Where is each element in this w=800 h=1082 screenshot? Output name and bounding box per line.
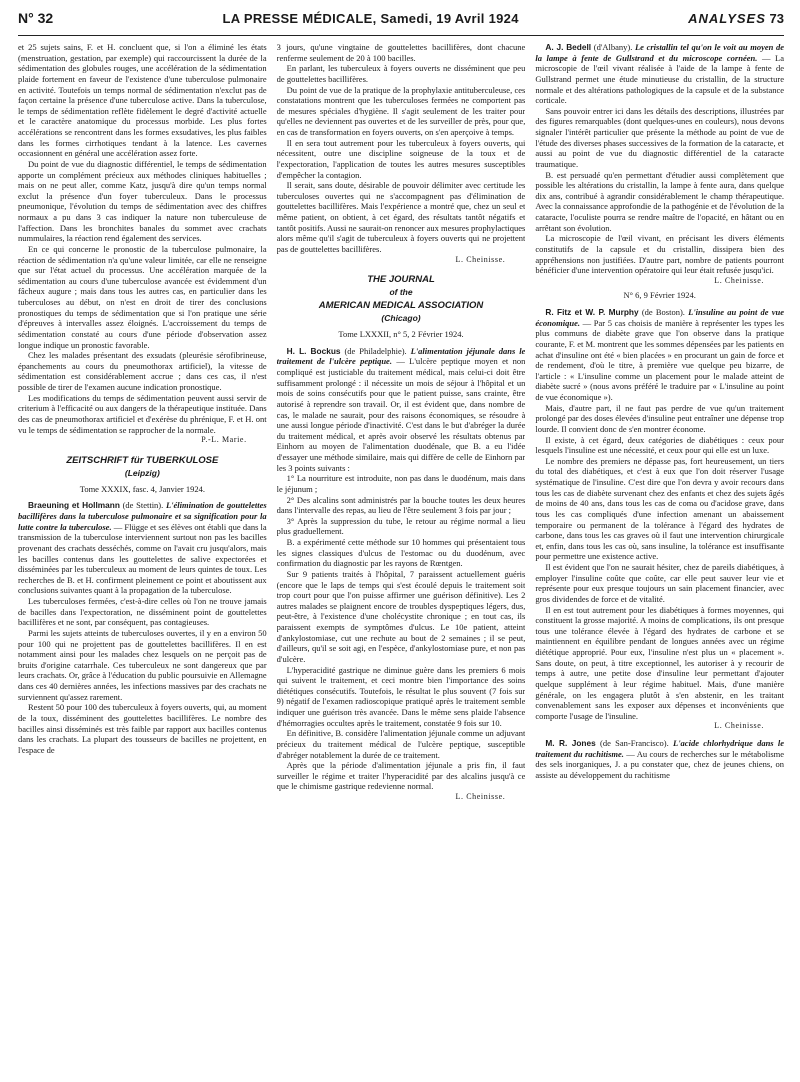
article-abstract	[535, 738, 784, 781]
article-author: R. Fitz et W. P. Murphy	[545, 307, 639, 317]
paragraph: B. est persuadé qu'en permettant d'étudier aussi complètement que possible les altérations du cristallin, la lampe à fente aura, dans quelque dix ans, contribué à agrandir considérablement le champ thérapeutique. Avec la connaissance approfondie de la pathogénie et de l'évolution de la cataracte, l'oculiste pourra se rendre maître de l'opacité, en hâtant ou en arrêtant son évolution.	[535, 169, 785, 233]
paragraph: Le nombre des premiers ne dépasse pas, fort heureusement, un tiers du total des diabétiques, et c'est à eux que l'on doit réserver l'usage systématique de l'insuline. C'est dire que l'on devra y avoir recours dans tous les cas de diabète survenant chez des enfants et chez des sujets âgés de moins de 40 ans, dans tous les cas de coma ou d'acidose grave, dans tous les cas compliqués d'une infection amenant un abaissement temporaire ou permanent de la tolérance à l'égard des hydrates de carbone, dans tous les cas graves où il faut une intervention chirurgicale et, enfin, dans tous les cas où, sans insuline, la tolérance est insuffisante pour permettre une existence active.	[535, 455, 785, 562]
paragraph: En définitive, B. considère l'alimentation jéjunale comme un adjuvant précieux du traitement médical de l'ulcère peptique, susceptible d'abréger notablement la durée de ce traitement.	[276, 728, 526, 760]
journal-heading	[277, 273, 526, 325]
section-name: ANALYSES	[688, 11, 766, 26]
journal-name: LA PRESSE MÉDICALE,	[222, 11, 377, 26]
list-item: 1° La nourriture est introduite, non pas dans le duodénum, mais dans le jéjunum ;	[276, 473, 526, 494]
page-header	[18, 10, 784, 36]
article-place: (de Boston).	[641, 307, 685, 317]
signature: L. Cheinisse.	[455, 254, 506, 264]
signature: L. Cheinisse.	[455, 792, 506, 801]
paragraph: Il existe, à cet égard, deux catégories de diabétiques : ceux pour lesquels l'insuline est une nécessité, et ceux pour qui elle est un luxe.	[535, 434, 785, 456]
journal-heading-line: THE JOURNAL	[367, 274, 435, 286]
article-text: — L'ulcère peptique moyen et non compliqué est justiciable du traitement médical, mais celui-ci doit être suffisamment prolongé : il nécessite un mois de séjour à l'hôpital et un mois de soins consécutifs pour que le patient puisse, sans crainte, être autorisé à reprendre son travail. Or, il est évident que, dans nombre de cas, le malade ne saurait, pour des raisons économiques, se résoudre à une aussi longue période d'inactivité. C'est dans le but d'abréger la durée du traitement médical, et après avoir observé les résultats obtenus par Einhorn au moyen de l'alimentation duodénale, que B. a eu l'idée d'essayer une méthode similaire, mais qui diffère de celle de Einhorn par les 3 points suivants :	[276, 356, 526, 473]
article-author: A. J. Bedell	[545, 42, 592, 52]
paragraph: Sur 9 patients traités à l'hôpital, 7 paraissent actuellement guéris (encore que le laps de temps qui s'est écoulé depuis le traitement soit trop court pour que l'on puisse affirmer une guérison définitive). Les 2 autres malades se plaignent encore de troubles dyspeptiques légers, dus, peut-être, à l'existence d'une cholécystite chronique ; en tout cas, ils paraissent exempts de symptômes d'ulcus. Le 10e patient, atteint d'ankylostomiase, cut une rechute au bout de 2 semaines ; il se peut, d'ailleurs, qu'il se soit agi, en l'espèce, d'ankylostomiase pure, et non pas d'ulcère.	[276, 568, 526, 664]
column-3	[535, 42, 784, 1082]
paragraph: En parlant, les tuberculeux à foyers ouverts ne disséminent que peu de gouttelettes bacillifères.	[276, 63, 526, 84]
article-title: Le cristallin tel qu'on le voit au moyen de la lampe à fente de Gullstrand et du microscope cornéen.	[535, 42, 785, 63]
issue-line: N° 6, 9 Février 1924.	[623, 290, 696, 301]
section-header	[688, 11, 784, 26]
journal-city: (Leipzig)	[124, 467, 160, 478]
article-text: — Au cours de recherches sur le métabolisme des sels inorganiques, J. a pu constater que, chez de jeunes chiens, on assiste au développement du rachitisme	[535, 748, 785, 780]
article-abstract	[277, 346, 526, 474]
article-abstract	[18, 500, 267, 596]
issue-date: Samedi, 19 Avril 1924	[380, 11, 519, 26]
article-text: — La microscopie de l'œil vivant réalisée à l'aide de la lampe à fente de Gullstrand permet une étude minutieuse du cristallin, de la structure normale et des altérations pathologiques de la capsule et de la substance corticale.	[535, 52, 785, 106]
signature: P.-L. Marie.	[201, 435, 247, 445]
signature: L. Cheinisse.	[714, 275, 765, 285]
page-number: N° 32	[18, 10, 54, 26]
article-title: L'alimentation jéjunale dans le traitement de l'ulcère peptique.	[276, 345, 526, 367]
paragraph: Il en sera tout autrement pour les tuberculeux à foyers ouverts, qui nécessitent, outre une discipline soigneuse de la toux et de l'expectoration, l'application de toutes les autres mesures susceptibles d'empêcher la contagion.	[276, 137, 526, 180]
journal-heading-line: AMERICAN MEDICAL ASSOCIATION	[318, 300, 484, 312]
paragraph: Mais, d'autre part, il ne faut pas perdre de vue qu'un traitement prolongé par des doses élevées d'insuline peut entraîner une dépense trop lourde. Il convient donc de s'en montrer économe.	[535, 402, 785, 434]
article-place: (d'Albany).	[593, 42, 633, 52]
issue-line: Tome XXXIX, fasc. 4, Janvier 1924.	[79, 483, 205, 494]
paragraph: Chez les malades présentant des exsudats (pleurésie sérofibrineuse, épanchements au cours du pneumothorax artificiel), la vitesse de sédimentation est considérablement accrue ; dans ces cas, il n'est possible de tirer de l'examen aucune indication pronostique.	[18, 350, 267, 392]
paragraph: Les modifications du temps de sédimentation peuvent aussi servir de criterium à l'efficacité ou aux dangers de la thérapeutique instituée. Dans des cas de pneumothorax artificiel et d'exérèse du phrénique, F. et H. ont vu le temps de sédimentation se rapprocher de la normale.	[18, 392, 267, 435]
article-text: — Flügge et ses élèves ont établi que dans la transmission de la tuberculose interviennent surtout non pas les bacilles provenant des crachats desséchés, comme on l'avait cru jusqu'alors, mais les bacilles contenus dans les gouttelettes de salive expectorées et disséminées par les tuberculeux au moment de leurs quintes de toux. Les recherches de B. et H. confirment pleinement ce point et aboutissent aux conclusions suivantes quant à la propagation de la tuberculose.	[18, 521, 267, 596]
paragraph: Du point de vue du diagnostic différentiel, le temps de sédimentation apporte un complément précieux aux méthodes cliniques habituelles ; mais on ne peut aller, comme Katz, jusqu'à dire qu'un temps normal exclut la présence d'un foyer tuberculeux. Dans le processus pneumonique, l'évolution du temps de sédimentation avec des chiffres normaux a pu dans 3 cas indiquer la nature non tuberculeuse de l'affection. Dans les bronchites banales du sommet avec crachats nummulaires, la réaction rend également des services.	[18, 158, 267, 244]
journal-heading	[18, 454, 267, 480]
paragraph: Il serait, sans doute, désirable de pouvoir délimiter avec certitude les tuberculoses ouvertes qui ne s'accompagnent pas d'élimination de gouttelettes bacillifères. Mais l'expérience a montré que, chez un seul et même patient, on obtient, à cet égard, des résultats tantôt négatifs et tantôt positifs. Aussi ne saurait-on renoncer aux mesures prophylactiques alors même qu'il s'agit de tuberculeux à foyers ouverts qui ne projettent pas de gouttelettes bacillifères.	[276, 180, 526, 254]
columns	[18, 42, 784, 1082]
article-title: L'acide chlorhydrique dans le traitement du rachitisme.	[535, 738, 785, 759]
article-title: L'insuline au point de vue économique.	[535, 307, 785, 328]
paragraph: En ce qui concerne le pronostic de la tuberculose pulmonaire, la réaction de sédimentation n'a qu'une valeur limitée, car elle ne renseigne que sur l'état actuel du processus. Une accélération marquée de la sédimentation au cours d'une tuberculose avancée est évidemment d'un fâcheux augure ; mais dans tous les autres cas, en particulier dans les tuberculoses au début, on n'est en droit de tirer des conclusions pronostiques du temps de sédimentation que si l'on pratique une série d'épreuves à intervalles assez éloignés. L'accroissement du temps de sédimentation constaté au cours d'une période d'observation assez longue indique un pronostic favorable.	[18, 243, 267, 350]
article-author: H. L. Bockus	[286, 345, 341, 356]
article-place: (de Philadelphie).	[344, 345, 407, 356]
paragraph: B. a expérimenté cette méthode sur 10 hommes qui présentaient tous les signes classiques d'ulcus de l'estomac ou du duodénum, avec confirmation du diagnostic par les rayons de Rœntgen.	[276, 537, 526, 569]
article-author: M. R. Jones	[545, 738, 596, 748]
journal-city: (Chicago)	[381, 313, 421, 324]
paragraph: Il est évident que l'on ne saurait hésiter, chez de pareils diabétiques, à employer l'insuline coûte que coûte, car elle peut sauver leur vie et représente pour eux presque toujours un sain placement financier, avec gros dividendes de force et de vitalité.	[535, 562, 785, 604]
paragraph: Les tuberculoses fermées, c'est-à-dire celles où l'on ne trouve jamais de bacilles dans l'expectoration, ne disséminent point de gouttelettes bacillifères et ne sont, par conséquent, pas contagieuses.	[18, 596, 267, 628]
paragraph: Parmi les sujets atteints de tuberculoses ouvertes, il y en a environ 50 pour 100 qui ne projettent pas de gouttelettes bacillifères. Il en est notamment ainsi pour les malades chez lesquels on ne perçoit pas de bruits d'origine catarrhale. Ces tuberculeux ne sont dangereux que par leurs crachats. Or, grâce à l'éducation du public poursuivie en Allemagne dans ces 40 dernières années, les infections massives par des crachats ne surviennent qu'assez rarement.	[18, 627, 267, 702]
paragraph: Après que la période d'alimentation jéjunale a pris fin, il faut surveiller le régime et traiter l'hyperacidité par des alcalins jusqu'à ce que le chimisme gastrique redevienne normal.	[276, 760, 526, 792]
paragraph: Sans pouvoir entrer ici dans les détails des descriptions, illustrées par des figures remarquables (dont quelques-unes en couleurs), nous devons signaler l'intérêt particulier que présente la méthode au point de vue de l'étude des diverses phases successives de la formation de la cataracte, et aussi au point de vue du diagnostic différentiel de la cataracte traumatique.	[535, 105, 785, 169]
issue-line: Tome LXXXII, n° 5, 2 Février 1924.	[338, 329, 464, 340]
signature: L. Cheinisse.	[714, 721, 765, 731]
article-abstract	[535, 307, 784, 403]
column-2	[277, 42, 526, 1082]
journal-heading-line: of the	[389, 287, 413, 298]
paragraph: Il en est tout autrement pour les diabétiques à formes moyennes, qui constituent la grosse majorité. A moins de complications, ils ont presque tous une tolérance élevée à l'égard des hydrates de carbone et se maintiennent en équilibre pendant de longues années avec un régime diététique approprié. Pour eux, l'insuline n'est plus un « placement ». Sans doute, on peut, à titre exceptionnel, les autoriser à y recourir de temps à autre, une petite dose d'insuline leur permettant d'ajouter quelque supplément à leur régime habituel. Mais, d'une manière générale, on les engagera plutôt à s'en abstenir, en les traitant convenablement sans les exposer aux dépenses et inconvénients que comporte l'usage de l'insuline.	[535, 604, 785, 721]
paragraph: et 25 sujets sains, F. et H. concluent que, si l'on a éliminé les états (menstruation, gestation, par exemple) qui raccourcissent la durée de la sédimentation des globules rouges, une accélération de la sédimentation plaide fortement en faveur de l'existence d'une tuberculose pulmonaire en activité. Toutefois un temps normal de sédimentation n'exclut pas de façon certaine la présence d'une tuberculose active. Dans la tuberculose, le temps de sédimentation reflète fidèlement le degré d'activité actuelle et le caractère anatomique du processus morbide. Les plus fortes accélérations se rencontrent dans les formes exsudatives, les plus faibles dans les formes cirrhotiques tendant à la latence. Les cavernes occasionnent en général une accélération assez forte.	[18, 42, 267, 159]
list-item: 2° Des alcalins sont administrés par la bouche toutes les deux heures dans l'intervalle des repas, au lieu de l'être seulement 3 fois par jour ;	[276, 494, 526, 516]
paragraph: Restent 50 pour 100 des tuberculeux à foyers ouverts, qui, au moment de la toux, disséminent des gouttelettes bacillifères. Le nombre des bacilles ainsi disséminés est très faible par rapport aux bacilles contenus dans les crachats. La plupart des tousseurs de bacilles ne projettent, en l'espace de	[18, 702, 267, 755]
article-abstract	[535, 42, 784, 106]
article-author: Braeuning et Hollmann	[28, 500, 120, 511]
paragraph: 3 jours, qu'une vingtaine de gouttelettes bacillifères, dont chacune renferme seulement de 20 à 100 bacilles.	[276, 42, 526, 63]
paragraph: La microscopie de l'œil vivant, en précisant les divers éléments constitutifs de la capsule et du cristallin, dissipera bien des appréhensions non justifiées. D'autre part, nombre de patients pourront bénéficier d'une intervention opératoire qui leur était refusée jusqu'ici.	[535, 233, 785, 276]
article-place: (de Stettin).	[122, 500, 164, 511]
article-title: L'élimination de gouttelettes bacillifères dans la tuberculose pulmonaire et sa signification pour la lutte contre la tuberculose.	[18, 500, 267, 532]
article-place: (de San-Francisco).	[600, 738, 669, 748]
paragraph: L'hyperacidité gastrique ne diminue guère dans les premiers 6 mois qui suivent le traitement, et ceci montre bien l'importance des soins diététiques consécutifs. Toutefois, le résultat le plus souvent (7 fois sur 9) négatif de l'examen radioscopique pratiqué après le traitement semble indiquer une guérison très avancée. Dans le même sens plaide l'absence d'hémorragies occultes après le traitement, constatée 9 fois sur 10.	[276, 664, 526, 728]
journal-heading-line: ZEITSCHRIFT für TUBERKULOSE	[66, 454, 219, 466]
folio-number: 73	[769, 11, 784, 26]
article-text: — Par 5 cas choisis de manière à représenter les types les plus communs de diabète grave que l'on observe dans la pratique courante, F. et M. montrent que les sommes dépensées par les patients en achat d'insuline ont été « bien placées » en procurant un gain de force et de rendement, d'où le titre, à première vue quelque peu bizarre, de l'article : « L'insuline comme un placement pour le malade atteint de diabète sucré » (nous avons préféré le traduire par « L'insuline au point de vue économique »).	[535, 317, 785, 402]
paragraph: Du point de vue de la pratique de la prophylaxie antituberculeuse, ces constatations montrent que les tuberculoses fermées ne comportent pas de mesures spéciales d'hygiène. Il s'agit seulement de les traiter pour qu'elles ne deviennent pas ouvertes et de les surveiller de près, pour que, en cas de transformation en foyers ouverts, on s'en aperçoive à temps.	[276, 84, 526, 137]
column-1	[18, 42, 267, 1082]
list-item: 3° Après la suppression du tube, le retour au régime normal a lieu plus graduellement.	[276, 515, 526, 537]
journal-title	[223, 11, 519, 26]
